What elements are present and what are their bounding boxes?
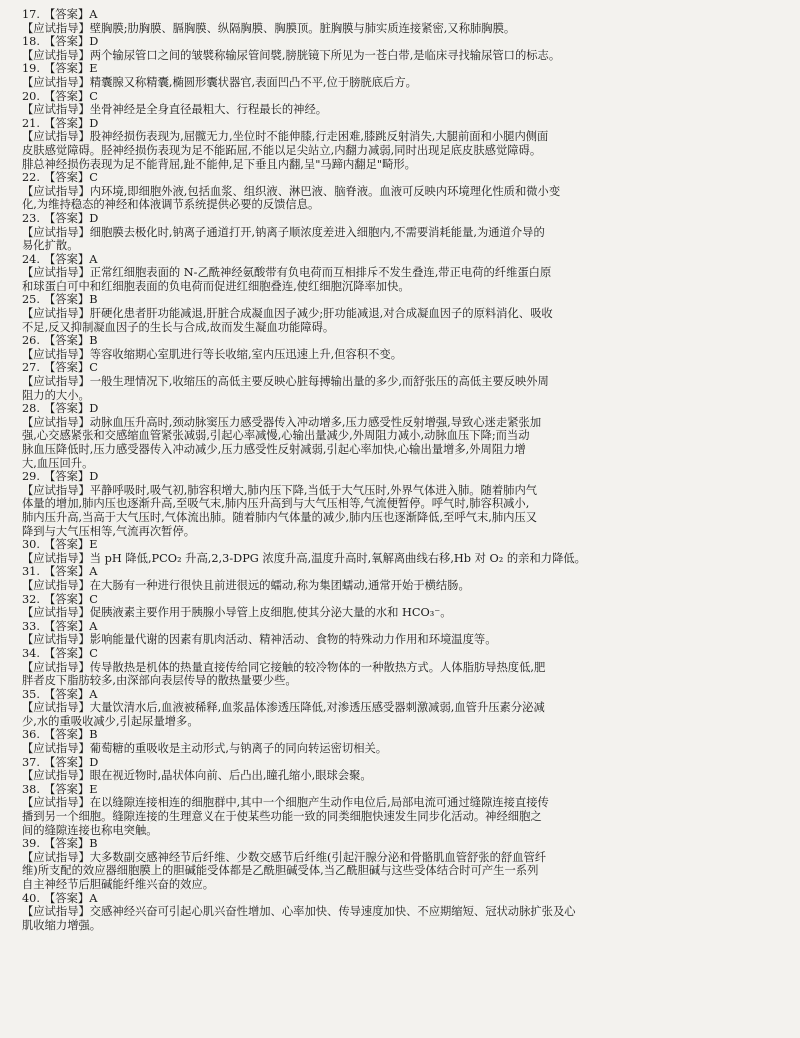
guide-continuation bbox=[22, 674, 764, 688]
answer-label: 【答案】 bbox=[44, 646, 90, 660]
answer-line bbox=[22, 565, 764, 579]
guide-line bbox=[22, 266, 764, 280]
guide-text: 大多数副交感神经节后纤维、少数交感节后纤维(引起汗腺分泌和骨骼肌血管舒张的舒血管纤 bbox=[89, 850, 547, 864]
answer-line bbox=[22, 35, 764, 49]
question-number: 26. bbox=[22, 334, 40, 348]
answer-value: A bbox=[89, 687, 98, 701]
answer-entry bbox=[22, 212, 764, 253]
guide-label: 【应试指导】 bbox=[22, 75, 90, 89]
answer-label: 【答案】 bbox=[44, 62, 90, 76]
guide-text: 两个输尿管口之间的皱襞称输尿管间襞,膀胱镜下所见为一苍白带,是临床寻找输尿管口的标志。 bbox=[89, 48, 561, 62]
answer-entry bbox=[22, 756, 764, 783]
question-number: 27. bbox=[22, 361, 40, 375]
question-number: 32. bbox=[22, 592, 40, 606]
answer-line bbox=[22, 90, 764, 104]
answer-value: C bbox=[89, 89, 98, 103]
guide-text: 和球蛋白可中和红细胞表面的负电荷而促进红细胞叠连,使红细胞沉降率加快。 bbox=[22, 279, 410, 293]
question-number: 38. bbox=[22, 782, 40, 796]
guide-continuation bbox=[22, 919, 764, 933]
question-number: 24. bbox=[22, 252, 40, 266]
answer-value: C bbox=[89, 361, 98, 375]
question-number: 33. bbox=[22, 619, 40, 633]
answer-label: 【答案】 bbox=[44, 171, 90, 185]
guide-label: 【应试指导】 bbox=[22, 130, 90, 144]
answer-entry bbox=[22, 892, 764, 933]
guide-text: 少,水的重吸收减少,引起尿量增多。 bbox=[22, 714, 199, 728]
answer-line bbox=[22, 212, 764, 226]
answer-value: A bbox=[89, 891, 98, 905]
guide-label: 【应试指导】 bbox=[22, 796, 90, 810]
answer-value: D bbox=[89, 755, 99, 769]
answer-label: 【答案】 bbox=[44, 891, 90, 905]
guide-label: 【应试指导】 bbox=[22, 415, 90, 429]
guide-text: 眼在视近物时,晶状体向前、后凸出,瞳孔缩小,眼球会聚。 bbox=[89, 769, 372, 783]
answer-value: A bbox=[89, 565, 98, 579]
answer-entry bbox=[22, 90, 764, 117]
answer-label: 【答案】 bbox=[44, 728, 90, 742]
guide-label: 【应试指导】 bbox=[22, 551, 90, 565]
guide-text: 阻力的大小。 bbox=[22, 388, 90, 402]
question-number: 29. bbox=[22, 470, 40, 484]
answer-entry bbox=[22, 117, 764, 171]
answer-entry bbox=[22, 728, 764, 755]
answer-entry bbox=[22, 35, 764, 62]
guide-continuation bbox=[22, 497, 764, 511]
answer-entry bbox=[22, 688, 764, 729]
answer-label: 【答案】 bbox=[44, 619, 90, 633]
guide-text: 体量的增加,肺内压也逐渐升高,至吸气末,肺内压升高到与大气压相等,气流便暂停。呼气时,肺容积减小, bbox=[22, 497, 530, 511]
guide-line bbox=[22, 348, 764, 362]
guide-continuation bbox=[22, 239, 764, 253]
answer-entry bbox=[22, 470, 764, 538]
guide-text: 葡萄糖的重吸收是主动形式,与钠离子的同向转运密切相关。 bbox=[89, 742, 388, 756]
guide-line bbox=[22, 76, 764, 90]
answer-value: B bbox=[89, 728, 98, 742]
answer-line bbox=[22, 837, 764, 851]
guide-text: 大量饮清水后,血液被稀释,血浆晶体渗透压降低,对渗透压感受器刺激减弱,血管升压素分泌减 bbox=[89, 701, 545, 715]
answer-entry bbox=[22, 171, 764, 212]
question-number: 19. bbox=[22, 62, 40, 76]
guide-text: 影响能量代谢的因素有肌肉活动、精神活动、食物的特殊动力作用和环境温度等。 bbox=[89, 633, 497, 647]
answer-line bbox=[22, 253, 764, 267]
guide-text: 在大肠有一种进行很快且前进很远的蠕动,称为集团蠕动,通常开始于横结肠。 bbox=[89, 578, 470, 592]
guide-continuation bbox=[22, 511, 764, 525]
guide-line bbox=[22, 606, 764, 620]
question-number: 18. bbox=[22, 35, 40, 49]
question-number: 31. bbox=[22, 565, 40, 579]
answer-entry bbox=[22, 647, 764, 688]
answer-label: 【答案】 bbox=[44, 402, 90, 416]
guide-text: 维)所支配的效应器细胞膜上的胆碱能受体都是乙酰胆碱受体,当乙酰胆碱与这些受体结合时可产生一系列 bbox=[22, 864, 539, 878]
answer-entry bbox=[22, 8, 764, 35]
question-number: 34. bbox=[22, 646, 40, 660]
answer-value: B bbox=[89, 334, 98, 348]
guide-text: 等容收缩期心室肌进行等长收缩,室内压迅速上升,但容积不变。 bbox=[89, 347, 402, 361]
guide-continuation bbox=[22, 443, 764, 457]
guide-text: 精囊腺又称精囊,椭圆形囊状器官,表面凹凸不平,位于膀胱底后方。 bbox=[89, 75, 417, 89]
guide-label: 【应试指导】 bbox=[22, 660, 90, 674]
guide-label: 【应试指导】 bbox=[22, 701, 90, 715]
question-number: 37. bbox=[22, 755, 40, 769]
guide-continuation bbox=[22, 525, 764, 539]
question-number: 35. bbox=[22, 687, 40, 701]
answer-entry bbox=[22, 402, 764, 470]
question-number: 39. bbox=[22, 837, 40, 851]
guide-continuation bbox=[22, 824, 764, 838]
guide-line bbox=[22, 905, 764, 919]
guide-label: 【应试指导】 bbox=[22, 769, 90, 783]
answer-entry bbox=[22, 837, 764, 891]
answer-value: E bbox=[89, 62, 98, 76]
guide-line bbox=[22, 130, 764, 144]
guide-text: 降到与大气压相等,气流再次暂停。 bbox=[22, 524, 196, 538]
answer-value: C bbox=[89, 592, 98, 606]
guide-label: 【应试指导】 bbox=[22, 21, 90, 35]
guide-label: 【应试指导】 bbox=[22, 606, 90, 620]
answer-label: 【答案】 bbox=[44, 538, 90, 552]
answer-line bbox=[22, 538, 764, 552]
answer-entry bbox=[22, 538, 764, 565]
guide-continuation bbox=[22, 864, 764, 878]
answer-value: B bbox=[89, 837, 98, 851]
guide-continuation bbox=[22, 158, 764, 172]
question-number: 30. bbox=[22, 538, 40, 552]
guide-continuation bbox=[22, 198, 764, 212]
answer-line bbox=[22, 892, 764, 906]
guide-continuation bbox=[22, 810, 764, 824]
answer-entry bbox=[22, 783, 764, 837]
answer-value: C bbox=[89, 646, 98, 660]
answer-value: A bbox=[89, 252, 98, 266]
guide-line bbox=[22, 22, 764, 36]
answer-line bbox=[22, 334, 764, 348]
answer-value: B bbox=[89, 293, 98, 307]
answer-value: A bbox=[89, 8, 98, 21]
guide-label: 【应试指导】 bbox=[22, 266, 90, 280]
answer-label: 【答案】 bbox=[44, 89, 90, 103]
guide-label: 【应试指导】 bbox=[22, 850, 90, 864]
guide-line bbox=[22, 742, 764, 756]
answer-line bbox=[22, 171, 764, 185]
question-number: 40. bbox=[22, 891, 40, 905]
guide-text: 传导散热是机体的热量直接传给同它接触的较冷物体的一种散热方式。人体脂肪导热度低,肥 bbox=[89, 660, 546, 674]
guide-line bbox=[22, 185, 764, 199]
guide-line bbox=[22, 375, 764, 389]
answer-entry bbox=[22, 62, 764, 89]
guide-text: 交感神经兴奋可引起心肌兴奋性增加、心率加快、传导速度加快、不应期缩短、冠状动脉扩张及心 bbox=[89, 905, 576, 919]
answer-entry bbox=[22, 334, 764, 361]
guide-line bbox=[22, 579, 764, 593]
guide-text: 腓总神经损伤表现为足不能背屈,趾不能伸,足下垂且内翻,呈"马蹄内翻足"畸形。 bbox=[22, 157, 416, 171]
guide-label: 【应试指导】 bbox=[22, 225, 90, 239]
guide-text: 内环境,即细胞外液,包括血浆、组织液、淋巴液、脑脊液。血液可反映内环境理化性质和微小变 bbox=[89, 184, 561, 198]
guide-line bbox=[22, 307, 764, 321]
guide-line bbox=[22, 851, 764, 865]
guide-continuation bbox=[22, 457, 764, 471]
answer-value: D bbox=[89, 35, 99, 49]
answer-line bbox=[22, 688, 764, 702]
question-number: 23. bbox=[22, 211, 40, 225]
question-number: 36. bbox=[22, 728, 40, 742]
answer-label: 【答案】 bbox=[44, 8, 90, 21]
answer-line bbox=[22, 620, 764, 634]
guide-text: 间的缝隙连接也称电突触。 bbox=[22, 823, 158, 837]
answer-label: 【答案】 bbox=[44, 837, 90, 851]
answer-label: 【答案】 bbox=[44, 293, 90, 307]
answer-entry bbox=[22, 361, 764, 402]
answer-label: 【答案】 bbox=[44, 565, 90, 579]
answer-line bbox=[22, 117, 764, 131]
answer-line bbox=[22, 8, 764, 22]
guide-label: 【应试指导】 bbox=[22, 483, 90, 497]
answer-line bbox=[22, 593, 764, 607]
guide-text: 当 pH 降低,PCO₂ 升高,2,3-DPG 浓度升高,温度升高时,氧解离曲线右移,Hb 对 O₂ 的亲和力降低。 bbox=[89, 551, 586, 565]
guide-text: 壁胸膜;肋胸膜、膈胸膜、纵隔胸膜、胸膜顶。脏胸膜与肺实质连接紧密,又称肺胸膜。 bbox=[89, 21, 516, 35]
answer-label: 【答案】 bbox=[44, 361, 90, 375]
answer-label: 【答案】 bbox=[44, 755, 90, 769]
guide-text: 一般生理情况下,收缩压的高低主要反映心脏每搏输出量的多少,而舒张压的高低主要反映外周 bbox=[89, 375, 549, 389]
question-number: 20. bbox=[22, 89, 40, 103]
answer-label: 【答案】 bbox=[44, 470, 90, 484]
guide-text: 平静呼吸时,吸气初,肺容积增大,肺内压下降,当低于大气压时,外界气体进入肺。随着肺内气 bbox=[89, 483, 538, 497]
guide-text: 大,血压回升。 bbox=[22, 456, 94, 470]
guide-continuation bbox=[22, 429, 764, 443]
guide-text: 不足,反又抑制凝血因子的生长与合成,故而发生凝血功能障碍。 bbox=[22, 320, 335, 334]
guide-text: 在以缝隙连接相连的细胞群中,其中一个细胞产生动作电位后,局部电流可通过缝隙连接直接传 bbox=[89, 796, 549, 810]
guide-text: 脉血压降低时,压力感受器传入冲动减少,压力感受性反射减弱,引起心率加快,心输出量增多,外周阻力增 bbox=[22, 443, 526, 456]
answer-line bbox=[22, 783, 764, 797]
guide-label: 【应试指导】 bbox=[22, 375, 90, 389]
guide-continuation bbox=[22, 280, 764, 294]
guide-text: 皮肤感觉障碍。胫神经损伤表现为足不能跖屈,不能以足尖站立,内翻力减弱,同时出现足底皮肤感觉障碍。 bbox=[22, 143, 542, 157]
guide-line bbox=[22, 769, 764, 783]
answer-label: 【答案】 bbox=[44, 782, 90, 796]
guide-line bbox=[22, 49, 764, 63]
guide-text: 化,为维持稳态的神经和体液调节系统提供必要的反馈信息。 bbox=[22, 198, 320, 212]
answer-value: E bbox=[89, 782, 98, 796]
answer-label: 【答案】 bbox=[44, 252, 90, 266]
guide-text: 坐骨神经是全身直径最粗大、行程最长的神经。 bbox=[89, 103, 328, 117]
guide-text: 播到另一个细胞。缝隙连接的生理意义在于使某些功能一致的同类细胞快速发生同步化活动。神经细胞之 bbox=[22, 810, 542, 824]
answer-line bbox=[22, 470, 764, 484]
guide-line bbox=[22, 226, 764, 240]
guide-continuation bbox=[22, 321, 764, 335]
guide-text: 促胰液素主要作用于胰腺小导管上皮细胞,使其分泌大量的水和 HCO₃⁻。 bbox=[89, 606, 452, 620]
guide-line bbox=[22, 661, 764, 675]
answer-line bbox=[22, 293, 764, 307]
guide-label: 【应试指导】 bbox=[22, 103, 90, 117]
guide-line bbox=[22, 633, 764, 647]
answer-entry bbox=[22, 593, 764, 620]
answer-value: D bbox=[89, 116, 99, 130]
guide-text: 正常红细胞表面的 N-乙酰神经氨酸带有负电荷而互相排斥不发生叠连,带正电荷的纤维蛋白原 bbox=[89, 266, 552, 280]
guide-label: 【应试指导】 bbox=[22, 633, 90, 647]
guide-continuation bbox=[22, 144, 764, 158]
guide-label: 【应试指导】 bbox=[22, 742, 90, 756]
guide-continuation bbox=[22, 389, 764, 403]
guide-text: 肌收缩力增强。 bbox=[22, 918, 102, 932]
answer-value: D bbox=[89, 470, 99, 484]
answer-line bbox=[22, 756, 764, 770]
question-number: 25. bbox=[22, 293, 40, 307]
answer-label: 【答案】 bbox=[44, 35, 90, 49]
answer-label: 【答案】 bbox=[44, 592, 90, 606]
guide-text: 细胞膜去极化时,钠离子通道打开,钠离子顺浓度差进入细胞内,不需要消耗能量,为通道介导的 bbox=[89, 225, 545, 239]
guide-text: 胖者皮下脂肪较多,由深部向表层传导的散热量要少些。 bbox=[22, 674, 297, 688]
guide-text: 动脉血压升高时,颈动脉窦压力感受器传入冲动增多,压力感受性反射增强,导致心迷走紧张加 bbox=[89, 415, 542, 429]
guide-label: 【应试指导】 bbox=[22, 347, 90, 361]
answer-entry bbox=[22, 293, 764, 334]
answer-label: 【答案】 bbox=[44, 687, 90, 701]
answer-value: A bbox=[89, 619, 98, 633]
answer-entry bbox=[22, 253, 764, 294]
answer-line bbox=[22, 647, 764, 661]
guide-text: 股神经损伤表现为,屈髋无力,坐位时不能伸膝,行走困难,膝跳反射消失,大腿前面和小腿内侧面 bbox=[89, 130, 549, 144]
guide-line bbox=[22, 796, 764, 810]
answer-line bbox=[22, 728, 764, 742]
guide-line bbox=[22, 701, 764, 715]
answer-line bbox=[22, 402, 764, 416]
answer-value: D bbox=[89, 211, 99, 225]
guide-text: 肺内压升高,当高于大气压时,气体流出肺。随着肺内气体量的减少,肺内压也逐渐降低,至呼气末,肺内压又 bbox=[22, 510, 538, 524]
question-number: 17. bbox=[22, 8, 40, 21]
guide-line bbox=[22, 103, 764, 117]
question-number: 28. bbox=[22, 402, 40, 416]
guide-label: 【应试指导】 bbox=[22, 905, 90, 919]
guide-text: 肝硬化患者肝功能减退,肝脏合成凝血因子减少;肝功能减退,对合成凝血因子的原料消化、吸收 bbox=[89, 307, 553, 321]
guide-label: 【应试指导】 bbox=[22, 184, 90, 198]
answer-line bbox=[22, 62, 764, 76]
answer-value: D bbox=[89, 402, 99, 416]
answer-entry bbox=[22, 565, 764, 592]
guide-text: 自主神经节后胆碱能纤维兴奋的效应。 bbox=[22, 878, 215, 891]
guide-text: 易化扩散。 bbox=[22, 239, 79, 253]
guide-label: 【应试指导】 bbox=[22, 307, 90, 321]
guide-line bbox=[22, 552, 764, 566]
guide-continuation bbox=[22, 878, 764, 892]
guide-line bbox=[22, 484, 764, 498]
answer-entry bbox=[22, 620, 764, 647]
guide-line bbox=[22, 416, 764, 430]
question-number: 21. bbox=[22, 116, 40, 130]
guide-continuation bbox=[22, 715, 764, 729]
answer-line bbox=[22, 361, 764, 375]
guide-label: 【应试指导】 bbox=[22, 48, 90, 62]
answer-label: 【答案】 bbox=[44, 116, 90, 130]
answer-value: E bbox=[89, 538, 98, 552]
guide-text: 强,心交感紧张和交感缩血管紧张减弱,引起心率减慢,心输出量减少,外周阻力减小,动脉血压下降;而当动 bbox=[22, 429, 530, 443]
answer-value: C bbox=[89, 171, 98, 185]
answer-label: 【答案】 bbox=[44, 211, 90, 225]
guide-label: 【应试指导】 bbox=[22, 578, 90, 592]
question-number: 22. bbox=[22, 171, 40, 185]
answer-label: 【答案】 bbox=[44, 334, 90, 348]
